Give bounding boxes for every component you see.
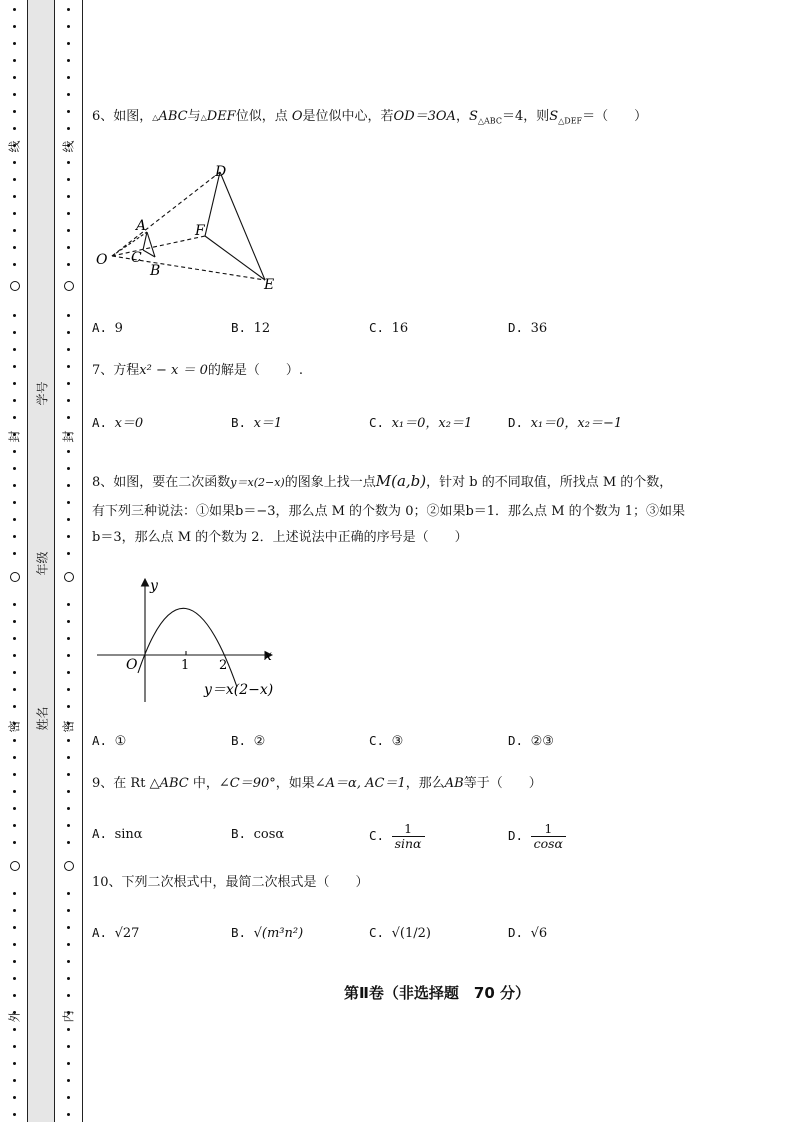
math-term: S	[468, 109, 478, 124]
option-letter: D.	[508, 733, 524, 748]
seal-dot	[13, 127, 16, 130]
seal-circle	[64, 572, 74, 582]
seal-label: 密	[61, 720, 76, 733]
math-term: S	[549, 109, 559, 124]
stem-text: ，	[455, 109, 469, 124]
option-a	[92, 320, 123, 336]
section-title: 第Ⅱ卷（非选择题 70 分）	[344, 984, 530, 1002]
seal-dot	[13, 739, 16, 742]
seal-dot	[13, 76, 16, 79]
binding-margin	[0, 0, 84, 1122]
stem-text: 位似，点	[235, 109, 292, 124]
option-c	[369, 412, 472, 431]
option-d	[508, 320, 547, 336]
seal-dot	[13, 807, 16, 810]
seal-dot	[67, 93, 70, 96]
seal-dot	[67, 688, 70, 691]
seal-dot	[67, 841, 70, 844]
seal-dot	[13, 535, 16, 538]
seal-dot	[67, 229, 70, 232]
seal-dot	[13, 399, 16, 402]
seal-dot	[67, 637, 70, 640]
option-value: cosα	[253, 827, 285, 842]
stem-text: ＝4，则	[501, 109, 550, 124]
option-b	[231, 925, 303, 941]
seal-dot	[13, 195, 16, 198]
seal-dot	[13, 824, 16, 827]
math-term: ABC	[158, 109, 188, 124]
question-9-options	[92, 822, 782, 856]
seal-dot	[13, 212, 16, 215]
option-b	[231, 412, 282, 431]
question-10-stem	[92, 873, 369, 893]
stem-text: ，那么	[405, 776, 445, 791]
seal-dot	[13, 1028, 16, 1031]
option-b	[231, 826, 284, 842]
option-letter: A.	[92, 320, 108, 335]
seal-dot	[67, 1062, 70, 1065]
math-term: △ABC	[149, 776, 189, 791]
seal-label: 内	[61, 1010, 76, 1023]
point-label: C	[131, 250, 142, 266]
name-field: 姓名	[35, 706, 50, 731]
option-letter: B.	[231, 733, 247, 748]
option-letter: B.	[231, 415, 247, 430]
seal-dot	[67, 25, 70, 28]
option-letter: D.	[508, 320, 524, 335]
option-letter: D.	[508, 415, 524, 430]
seal-dot	[13, 620, 16, 623]
seal-circle	[10, 572, 20, 582]
question-number: 6、	[92, 109, 114, 124]
seal-dot	[67, 246, 70, 249]
seal-dot	[13, 756, 16, 759]
option-c	[369, 320, 408, 336]
seal-circle	[10, 281, 20, 291]
option-letter: A.	[92, 826, 108, 841]
stem-text: 方程	[113, 363, 140, 378]
option-value: 36	[530, 321, 548, 336]
question-7-options	[92, 412, 782, 436]
option-value: x＝1	[253, 416, 283, 431]
seal-dot	[67, 399, 70, 402]
seal-dot	[67, 960, 70, 963]
seal-dot	[13, 59, 16, 62]
seal-dot	[13, 25, 16, 28]
seal-dot	[67, 161, 70, 164]
seal-dot	[67, 1113, 70, 1116]
option-value: ③	[391, 734, 404, 749]
seal-dot	[67, 42, 70, 45]
math-term: ∠A＝α, AC＝1	[314, 776, 406, 791]
seal-dot	[13, 178, 16, 181]
point-label: O	[96, 252, 108, 268]
option-letter: B.	[231, 826, 247, 841]
seal-dot	[13, 450, 16, 453]
seal-dot	[67, 705, 70, 708]
seal-dot	[13, 773, 16, 776]
seal-dot	[13, 790, 16, 793]
seal-dot	[67, 263, 70, 266]
math-term: O	[291, 109, 303, 124]
margin-rule	[27, 0, 28, 1122]
option-value: sinα	[114, 827, 143, 842]
seal-circle	[64, 281, 74, 291]
subscript: △DEF	[558, 116, 583, 126]
seal-dot	[67, 603, 70, 606]
question-7-stem	[92, 361, 303, 381]
student-id-field: 学号	[35, 381, 50, 406]
stem-text: 如图，要在二次函数	[113, 475, 231, 490]
grade-field: 年级	[35, 551, 50, 576]
option-letter: C.	[369, 415, 385, 430]
seal-dot	[13, 348, 16, 351]
fraction	[531, 822, 566, 851]
option-letter: C.	[369, 925, 385, 940]
seal-dot	[67, 620, 70, 623]
seal-dot	[13, 416, 16, 419]
exam-content	[92, 0, 782, 1122]
seal-dot	[13, 8, 16, 11]
seal-dotted-line	[13, 0, 17, 1122]
seal-dot	[67, 518, 70, 521]
question-8-options	[92, 733, 782, 757]
seal-dot	[67, 331, 70, 334]
margin-rule	[54, 0, 55, 1122]
seal-dot	[67, 501, 70, 504]
option-value: 16	[391, 321, 409, 336]
seal-dot	[67, 195, 70, 198]
seal-dot	[13, 467, 16, 470]
option-letter: A.	[92, 925, 108, 940]
stem-text: 如图，	[113, 109, 153, 124]
option-letter: A.	[92, 733, 108, 748]
question-8-figure	[92, 574, 292, 706]
seal-label: 线	[61, 140, 76, 153]
seal-label: 封	[7, 430, 22, 443]
seal-dot	[67, 450, 70, 453]
question-number: 10、	[92, 875, 122, 890]
seal-dotted-line	[67, 0, 71, 1122]
math-term: DEF	[206, 109, 236, 124]
seal-dot	[13, 943, 16, 946]
math-term: y＝x(2−x)	[230, 476, 285, 489]
seal-dot	[67, 807, 70, 810]
math-term: OD＝3OA	[393, 109, 456, 124]
fraction	[392, 822, 425, 851]
seal-dot	[67, 178, 70, 181]
question-9-stem	[92, 774, 542, 794]
seal-dot	[67, 59, 70, 62]
seal-dot	[67, 365, 70, 368]
question-8-stem-line-2: 有下列三种说法：①如果b＝−3，那么点 M 的个数为 0；②如果b＝1．那么点 M 的个数为 1；③如果	[92, 504, 686, 519]
seal-dot	[67, 314, 70, 317]
seal-dot	[13, 110, 16, 113]
stem-text: 中，	[192, 776, 219, 791]
option-value: x＝0	[114, 416, 144, 431]
seal-dot	[13, 42, 16, 45]
seal-dot	[13, 314, 16, 317]
numerator: 1	[392, 822, 425, 837]
subscript: △ABC	[477, 116, 502, 126]
option-value: √6	[530, 926, 548, 941]
seal-dot	[13, 841, 16, 844]
stem-text: 在 Rt	[113, 776, 146, 791]
seal-label: 密	[7, 720, 22, 733]
seal-dot	[13, 977, 16, 980]
seal-dot	[13, 382, 16, 385]
seal-dot	[67, 790, 70, 793]
stem-text: 等于（ ）	[463, 776, 542, 791]
seal-dot	[67, 416, 70, 419]
option-letter: D.	[508, 925, 524, 940]
seal-dot	[67, 212, 70, 215]
stem-text: 的解是（ ）.	[207, 363, 304, 378]
seal-dot	[67, 739, 70, 742]
seal-dot	[67, 1079, 70, 1082]
seal-dot	[67, 926, 70, 929]
question-6-stem	[92, 107, 647, 132]
option-value: 9	[114, 321, 123, 336]
seal-dot	[13, 93, 16, 96]
seal-dot	[13, 518, 16, 521]
seal-dot	[13, 552, 16, 555]
seal-dot	[13, 263, 16, 266]
point-label: A	[136, 218, 147, 234]
seal-dot	[67, 552, 70, 555]
question-8-stem-line-1	[92, 471, 672, 493]
math-term: M(a,b)	[375, 472, 427, 490]
point-label: D	[215, 164, 227, 180]
seal-label: 线	[7, 140, 22, 153]
seal-dot	[67, 994, 70, 997]
option-value: x₁＝0，x₂＝−1	[530, 416, 623, 431]
seal-dot	[13, 331, 16, 334]
option-value: 12	[253, 321, 271, 336]
seal-dot	[13, 484, 16, 487]
stem-text: ，如果	[275, 776, 315, 791]
seal-dot	[13, 994, 16, 997]
option-value: ②③	[530, 734, 554, 749]
seal-dot	[13, 1096, 16, 1099]
seal-dot	[67, 977, 70, 980]
option-letter: A.	[92, 415, 108, 430]
option-letter: C.	[369, 320, 385, 335]
triangle-symbol: △	[152, 113, 159, 122]
seal-dot	[13, 1113, 16, 1116]
question-10-options	[92, 925, 782, 949]
seal-dot	[67, 1045, 70, 1048]
seal-dot	[67, 943, 70, 946]
seal-dot	[67, 1028, 70, 1031]
denominator: cosα	[533, 836, 563, 851]
seal-dot	[13, 705, 16, 708]
option-b	[231, 320, 270, 336]
seal-dot	[13, 926, 16, 929]
option-c	[369, 733, 403, 749]
option-value: x₁＝0，x₂＝1	[391, 416, 473, 431]
option-value: ②	[253, 734, 266, 749]
seal-circle	[10, 861, 20, 871]
margin-rule	[82, 0, 83, 1122]
option-b	[231, 733, 265, 749]
question-8-stem-line-3: b＝3，那么点 M 的个数为 2．上述说法中正确的序号是（ ）	[92, 530, 468, 545]
seal-dot	[13, 688, 16, 691]
option-c	[369, 822, 425, 851]
seal-dot	[13, 1045, 16, 1048]
option-letter: B.	[231, 320, 247, 335]
option-a	[92, 925, 139, 941]
point-label: F	[195, 223, 205, 239]
stem-text: 的图象上找一点	[284, 475, 376, 490]
option-d	[508, 412, 622, 431]
seal-dot	[13, 637, 16, 640]
seal-dot	[13, 161, 16, 164]
seal-dot	[13, 671, 16, 674]
seal-dot	[67, 382, 70, 385]
seal-dot	[67, 348, 70, 351]
denominator: sinα	[394, 836, 422, 851]
seal-dot	[67, 110, 70, 113]
seal-dot	[13, 654, 16, 657]
question-6-options	[92, 320, 782, 344]
option-d	[508, 822, 566, 851]
seal-dot	[67, 892, 70, 895]
question-number: 7、	[92, 363, 114, 378]
seal-dot	[13, 960, 16, 963]
option-value: ①	[114, 734, 127, 749]
seal-dot	[67, 535, 70, 538]
seal-dot	[13, 603, 16, 606]
option-a	[92, 733, 126, 749]
numerator: 1	[531, 822, 566, 837]
stem-text: 与	[187, 109, 201, 124]
option-d	[508, 925, 547, 941]
stem-text: 是位似中心，若	[302, 109, 394, 124]
option-letter: B.	[231, 925, 247, 940]
seal-dot	[67, 484, 70, 487]
option-letter: C.	[369, 733, 385, 748]
seal-dot	[67, 773, 70, 776]
option-a	[92, 412, 143, 431]
seal-dot	[13, 229, 16, 232]
seal-label: 封	[61, 430, 76, 443]
seal-circle	[64, 861, 74, 871]
seal-dot	[67, 1096, 70, 1099]
point-label: E	[264, 277, 275, 293]
stem-text: ，针对 b 的不同取值，所找点 M 的个数，	[426, 475, 673, 490]
option-c	[369, 925, 431, 941]
seal-dot	[67, 909, 70, 912]
option-value: √27	[114, 926, 140, 941]
option-d	[508, 733, 554, 749]
stem-text: ＝（ ）	[582, 109, 648, 124]
seal-dot	[13, 1062, 16, 1065]
axis-label-x: x	[264, 648, 272, 664]
seal-dot	[13, 501, 16, 504]
seal-dot	[67, 671, 70, 674]
seal-dot	[67, 654, 70, 657]
triangle-symbol: △	[200, 113, 207, 122]
seal-dot	[67, 756, 70, 759]
math-term: AB	[444, 776, 464, 791]
seal-dot	[13, 246, 16, 249]
seal-dot	[67, 467, 70, 470]
seal-dot	[67, 8, 70, 11]
axis-label-y: y	[150, 578, 158, 594]
option-a	[92, 826, 143, 842]
seal-dot	[67, 127, 70, 130]
stem-text: 下列二次根式中，最简二次根式是（ ）	[121, 875, 369, 890]
seal-dot	[13, 892, 16, 895]
question-number: 9、	[92, 776, 114, 791]
tick-label: 2	[219, 658, 228, 673]
question-number: 8、	[92, 475, 114, 490]
seal-label: 外	[7, 1010, 22, 1023]
seal-dot	[13, 365, 16, 368]
option-value: √(1/2)	[391, 926, 431, 941]
question-6-figure	[92, 158, 292, 298]
math-term: ∠C＝90°	[218, 776, 276, 791]
option-letter: C.	[369, 828, 385, 843]
point-label: B	[150, 263, 161, 279]
option-value: √(m³n²)	[253, 926, 304, 941]
math-term: x² − x ＝ 0	[139, 363, 208, 378]
seal-dot	[67, 824, 70, 827]
option-letter: D.	[508, 828, 524, 843]
seal-dot	[67, 76, 70, 79]
origin-label: O	[126, 657, 138, 673]
seal-dot	[13, 1079, 16, 1082]
curve-label: y＝x(2−x)	[204, 682, 274, 698]
tick-label: 1	[181, 658, 190, 673]
seal-dot	[13, 909, 16, 912]
